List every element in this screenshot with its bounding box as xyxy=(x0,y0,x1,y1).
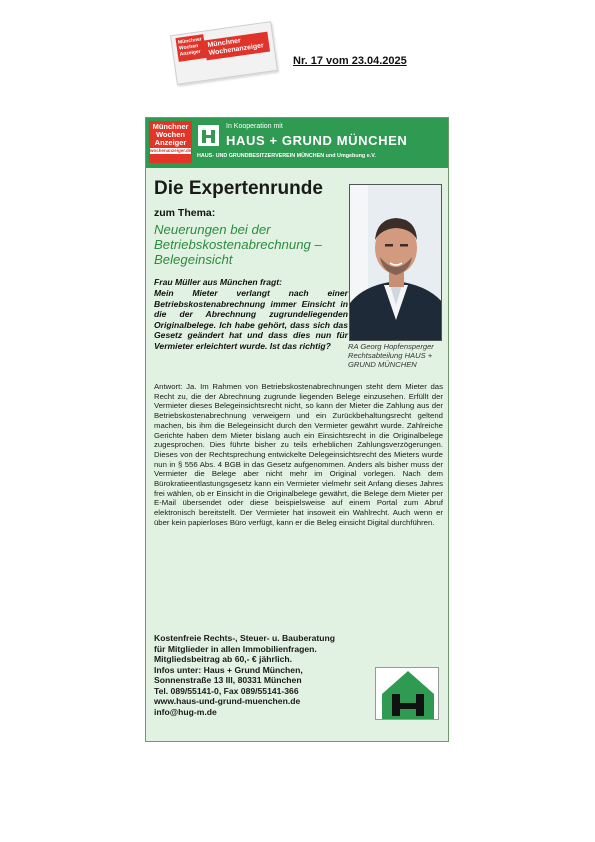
info-line: Sonnenstraße 13 III, 80331 München xyxy=(154,675,302,685)
newspaper-logo-band: Münchner Wochenanzeiger xyxy=(204,32,270,61)
answer-text: Antwort: Ja. Im Rahmen von Betriebskostenabrechnungen steht dem Mieter das Recht zu, die der Abrechnung zugrunde liegenden Belege einzusehen. Erfüllt der Vermieter dieses Belegeinsichtsrecht nicht, so kann der Mieter die Zahlung aus der Betriebskostenabrechnung verweigern und ein Zurückbehaltungsrecht geltend machen, bis ihm die Belegeinsicht durch den Vermieter gewährt wurde. Zahlreiche Gerichte haben dem Mieter bislang auch ein Einsichtsrecht in die Originalbelege zugesprochen. Dies führte bisher zu teils erheblichen Zahlungsverzögerungen. Dieses von der Rechtsprechung entwickelte Delegeinsichtsrecht des Mieters wurde nun in § 556 Abs. 4 BGB in das Gesetz aufgenommen. Anders als bisher muss der Vermieter die Belege aber nicht mehr im Original vorlegen. Nach dem Bürokratieentlastungsgesetz kann ein Vermieter vielmehr seit Anfang dieses Jahres frei wählen, ob er Einsicht in die Originalbelege gewährt, die Belege dem Mieter per E-Mail übersendet oder diese beispielsweise auf einem Portal zum Abruf elektronisch bereitstellt. Der Vermieter hat insoweit ein Wahlrecht. Auch wenn er über kein papierloses Büro verfügt, kann er die Beleg einsicht Digital durchführen. xyxy=(154,382,443,527)
info-line: Tel. 089/55141-0, Fax 089/55141-366 xyxy=(154,685,299,696)
photo-caption: RA Georg Hopfensperger Rechtsabteilung HAUS + GRUND MÜNCHEN xyxy=(348,342,434,369)
article-header xyxy=(146,118,448,168)
info-line: für Mitglieder in allen Immobilienfragen. xyxy=(154,643,317,654)
info-line: Mitgliedsbeitrag ab 60,- € jährlich. xyxy=(154,654,293,664)
mww-logo-text: Münchner Wochen Anzeiger xyxy=(152,122,189,147)
article-card xyxy=(145,117,449,742)
kooperation-label: In Kooperation mit xyxy=(226,123,283,130)
info-website: www.haus-und-grund-muenchen.de xyxy=(154,696,301,706)
mww-logo-sub: wochenanzeiger.de xyxy=(150,148,192,153)
org-subtitle: HAUS- UND GRUNDBESITZERVEREIN MÜNCHEN und Umgebung e.V. xyxy=(197,153,376,159)
org-name: HAUS + GRUND MÜNCHEN xyxy=(226,133,408,148)
haus-grund-logo-icon xyxy=(198,125,219,146)
info-block xyxy=(154,633,384,717)
article-title: Die Expertenrunde xyxy=(154,178,323,199)
newspaper-logo xyxy=(167,20,275,78)
question-text: Mein Mieter verlangt nach einer Betriebskostenabrechnung immer Einsicht in die der Abrechnung zugrundeliegenden Originalbelege. Ich habe gehört, dass sich das Gesetz geändert hat und dass dies nun für Vermieter erleichtert wurde. Ist das richtig? xyxy=(154,288,348,351)
info-email: info@hug-m.de xyxy=(154,706,217,717)
mww-logo xyxy=(149,121,192,163)
newspaper-logo-left: Münchner Wochen Anzeiger xyxy=(175,34,206,62)
issue-date: Nr. 17 vom 23.04.2025 xyxy=(293,55,407,67)
haus-grund-corner-logo-icon xyxy=(375,667,439,720)
info-line: Kostenfreie Rechts-, Steuer- u. Bauberatung xyxy=(154,633,335,643)
thema-label: zum Thema: xyxy=(154,207,216,219)
thema-heading: Neuerungen bei der Betriebskostenabrechnung – Belegeinsicht xyxy=(154,222,322,267)
expert-portrait-icon xyxy=(350,185,442,341)
expert-photo xyxy=(349,184,442,341)
question-from: Frau Müller aus München fragt: xyxy=(154,277,282,287)
info-line: Infos unter: Haus + Grund München, xyxy=(154,664,303,675)
